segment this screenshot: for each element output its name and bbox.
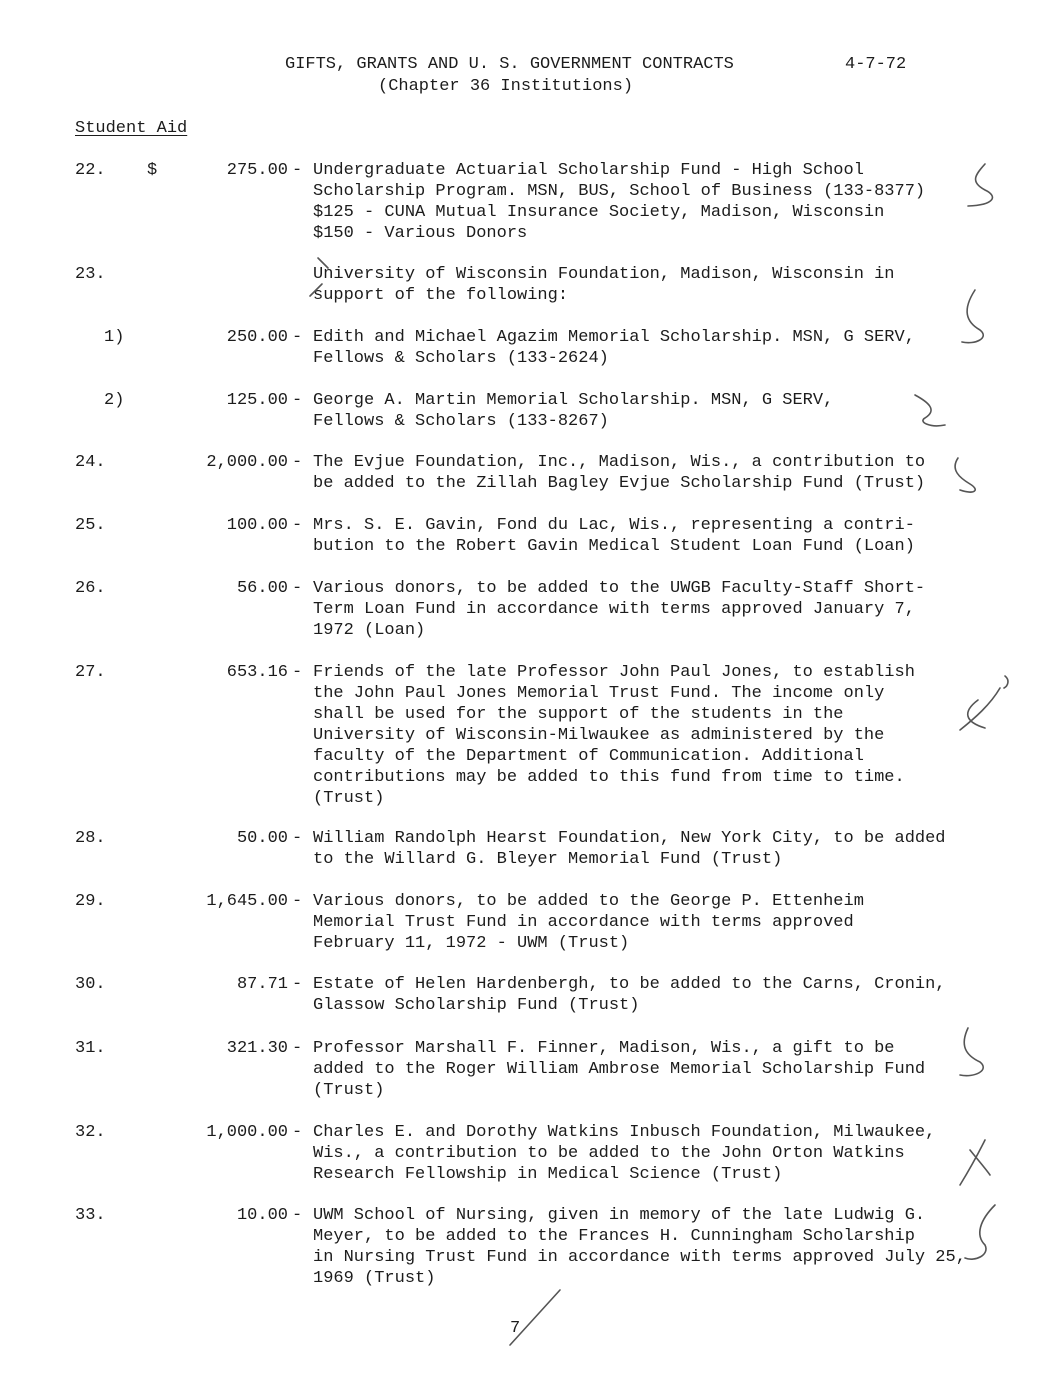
entry-description-line: Fellows & Scholars (133-8267) [313,412,609,431]
entry-amount: 125.00 [226,391,288,410]
document-subtitle: (Chapter 36 Institutions) [378,77,634,96]
entry-dash: - [292,579,303,598]
entry-description-line: $150 - Various Donors [313,224,528,243]
entry-dash: - [292,161,303,180]
entry-dash: - [292,1206,303,1225]
entry-number: 25. [75,516,106,535]
entry-description-line: Term Loan Fund in accordance with terms approved January 7, [313,600,915,619]
entry-description-line: UWM School of Nursing, given in memory of the late Ludwig G. [313,1206,926,1225]
entry-number: 23. [75,265,106,284]
entry-number: 31. [75,1039,106,1058]
page-number: 7 [510,1319,521,1338]
entry-amount: 50.00 [236,829,288,848]
entry-amount: 100.00 [226,516,288,535]
entry-number: 22. [75,161,106,180]
entry-description-line: February 11, 1972 - UWM (Trust) [313,934,630,953]
entry-amount: 321.30 [226,1039,288,1058]
entry-description-line: Memorial Trust Fund in accordance with terms approved [313,913,854,932]
document-date: 4-7-72 [845,55,907,74]
entry-description-line: contributions may be added to this fund from time to time. [313,768,905,787]
entry-dash: - [292,1039,303,1058]
entry-description-line: 1969 (Trust) [313,1269,436,1288]
entry-amount: 275.00 [226,161,288,180]
entry-amount: 1,645.00 [206,892,288,911]
entry-description-line: Various donors, to be added to the UWGB Faculty-Staff Short- [313,579,926,598]
entry-description-line: Research Fellowship in Medical Science (Trust) [313,1165,783,1184]
entry-number: 30. [75,975,106,994]
entry-number: 32. [75,1123,106,1142]
entry-dash: - [292,391,303,410]
entry-description-line: support of the following: [313,286,569,305]
document-title: GIFTS, GRANTS AND U. S. GOVERNMENT CONTRACTS [285,55,734,74]
entry-description-line: University of Wisconsin Foundation, Madison, Wisconsin in [313,265,895,284]
entry-description-line: Undergraduate Actuarial Scholarship Fund - High School [313,161,864,180]
entry-dash: - [292,975,303,994]
entry-description-line: Mrs. S. E. Gavin, Fond du Lac, Wis., representing a contri- [313,516,915,535]
entry-dash: - [292,829,303,848]
entry-dash: - [292,516,303,535]
entry-description-line: Charles E. and Dorothy Watkins Inbusch Foundation, Milwaukee, [313,1123,936,1142]
entry-description-line: (Trust) [313,1081,385,1100]
entry-dash: - [292,663,303,682]
entry-number: 24. [75,453,106,472]
entry-description-line: 1972 (Loan) [313,621,426,640]
entry-description-line: Fellows & Scholars (133-2624) [313,349,609,368]
entry-number: 27. [75,663,106,682]
entry-number: 2) [104,391,125,410]
entry-description-line: The Evjue Foundation, Inc., Madison, Wis., a contribution to [313,453,926,472]
entry-description-line: Friends of the late Professor John Paul Jones, to establish [313,663,915,682]
entry-dash: - [292,1123,303,1142]
entry-description-line: Estate of Helen Hardenbergh, to be added to the Carns, Cronin, [313,975,946,994]
entry-amount: 653.16 [226,663,288,682]
entry-number: 26. [75,579,106,598]
entry-description-line: Meyer, to be added to the Frances H. Cunningham Scholarship [313,1227,915,1246]
entry-description-line: (Trust) [313,789,385,808]
entry-description-line: University of Wisconsin-Milwaukee as administered by the [313,726,885,745]
entry-dash: - [292,328,303,347]
entry-number: 33. [75,1206,106,1225]
entry-number: 28. [75,829,106,848]
entry-amount: 56.00 [236,579,288,598]
entry-description-line: shall be used for the support of the students in the [313,705,844,724]
entry-description-line: Glassow Scholarship Fund (Trust) [313,996,640,1015]
entry-description-line: in Nursing Trust Fund in accordance with terms approved July 25, [313,1248,966,1267]
entry-number: 29. [75,892,106,911]
section-heading: Student Aid [75,119,188,138]
entry-description-line: the John Paul Jones Memorial Trust Fund. The income only [313,684,885,703]
entry-dash: - [292,892,303,911]
entry-amount: 250.00 [226,328,288,347]
entry-dash: - [292,453,303,472]
entry-amount: 1,000.00 [206,1123,288,1142]
entry-description-line: added to the Roger William Ambrose Memorial Scholarship Fund [313,1060,926,1079]
entry-amount: 2,000.00 [206,453,288,472]
entry-description-line: be added to the Zillah Bagley Evjue Scholarship Fund (Trust) [313,474,926,493]
entry-description-line: George A. Martin Memorial Scholarship. MSN, G SERV, [313,391,834,410]
entry-description-line: Various donors, to be added to the George P. Ettenheim [313,892,864,911]
entry-number: 1) [104,328,125,347]
entry-amount: 10.00 [236,1206,288,1225]
entry-description-line: $125 - CUNA Mutual Insurance Society, Madison, Wisconsin [313,203,885,222]
entry-description-line: Wis., a contribution to be added to the John Orton Watkins [313,1144,905,1163]
entry-description-line: Scholarship Program. MSN, BUS, School of Business (133-8377) [313,182,926,201]
entry-description-line: to the Willard G. Bleyer Memorial Fund (Trust) [313,850,783,869]
entry-description-line: faculty of the Department of Communication. Additional [313,747,864,766]
entry-description-line: bution to the Robert Gavin Medical Student Loan Fund (Loan) [313,537,915,556]
entry-amount: 87.71 [236,975,288,994]
currency-symbol: $ [147,161,158,180]
entry-description-line: William Randolph Hearst Foundation, New York City, to be added [313,829,946,848]
entry-description-line: Edith and Michael Agazim Memorial Scholarship. MSN, G SERV, [313,328,915,347]
entry-description-line: Professor Marshall F. Finner, Madison, Wis., a gift to be [313,1039,895,1058]
